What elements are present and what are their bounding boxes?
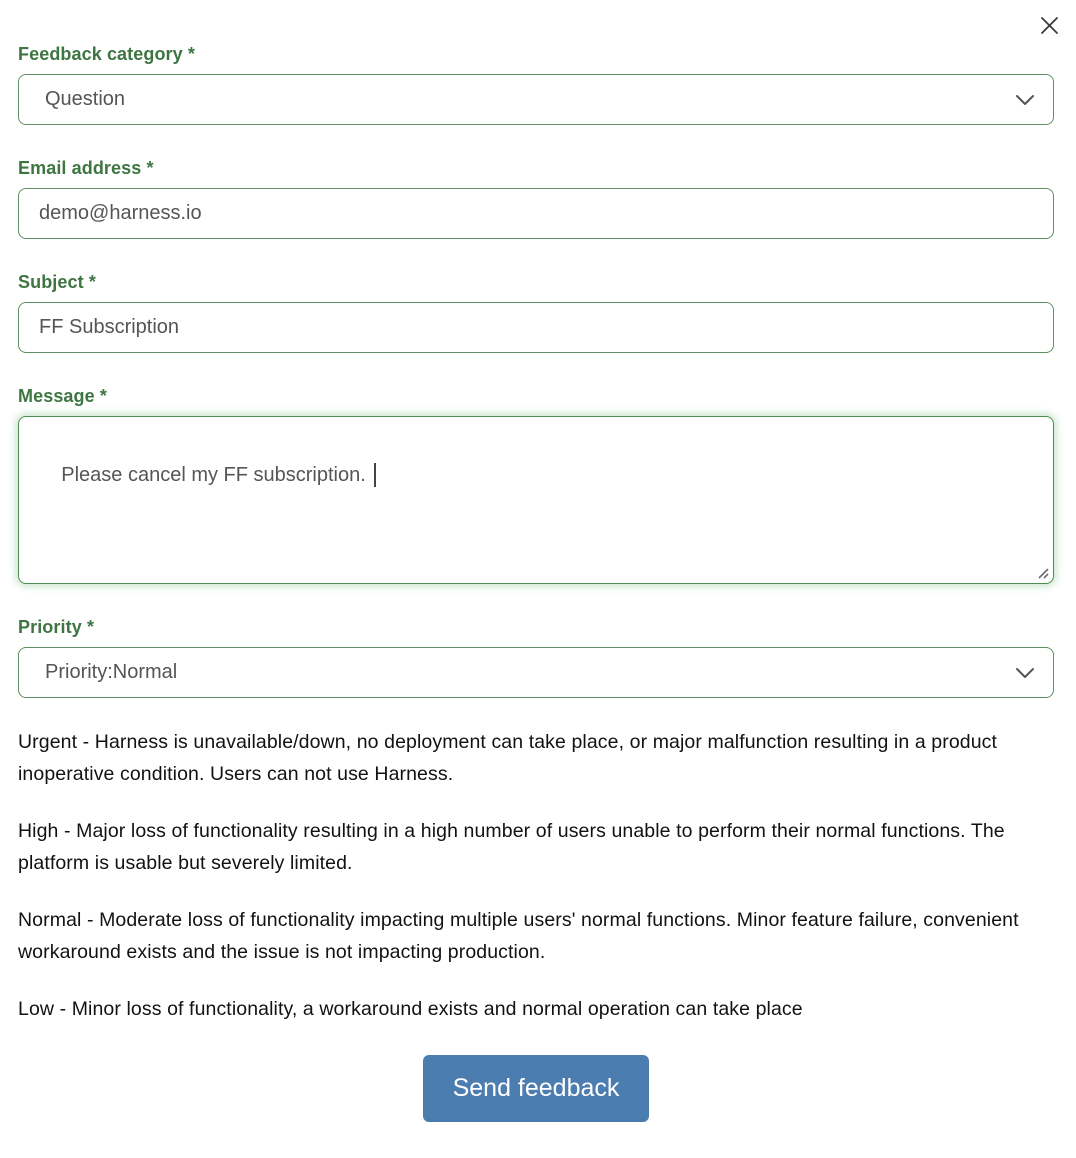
chevron-down-icon — [1015, 667, 1035, 679]
priority-help-high: High - Major loss of functionality resulting in a high number of users unable to perform their normal functions. The platform is usable but severely limited. — [18, 820, 1005, 874]
chevron-down-icon — [1015, 94, 1035, 106]
message-label — [18, 386, 1054, 407]
category-label-text: Feedback category — [18, 44, 183, 64]
required-asterisk: * — [86, 617, 95, 637]
button-row — [18, 1055, 1054, 1122]
subject-field[interactable] — [18, 302, 1054, 353]
email-label — [18, 158, 1054, 179]
message-label-text: Message — [18, 386, 95, 406]
close-x-glyph — [1040, 16, 1059, 35]
priority-select[interactable] — [18, 647, 1054, 698]
required-asterisk: * — [187, 44, 195, 64]
text-caret — [374, 463, 376, 487]
priority-label — [18, 617, 1054, 638]
category-select[interactable] — [18, 74, 1054, 125]
email-label-text: Email address — [18, 158, 142, 178]
subject-label — [18, 272, 1054, 293]
priority-help-low: Low - Minor loss of functionality, a workaround exists and normal operation can take place — [18, 998, 803, 1020]
close-icon[interactable] — [1038, 14, 1060, 36]
category-label — [18, 44, 1054, 65]
message-text: Please cancel my FF subscription. — [61, 464, 372, 486]
subject-label-text: Subject — [18, 272, 84, 292]
message-textarea[interactable] — [18, 416, 1054, 584]
priority-help-urgent: Urgent - Harness is unavailable/down, no deployment can take place, or major malfunction resulting in a product inoperative condition. Users can not use Harness. — [18, 731, 998, 785]
priority-help-normal: Normal - Moderate loss of functionality impacting multiple users' normal functions. Minor feature failure, convenient workaround exists and the issue is not impacting production. — [18, 909, 1019, 963]
resize-handle-icon[interactable] — [1036, 566, 1049, 579]
email-field[interactable] — [18, 188, 1054, 239]
priority-label-text: Priority — [18, 617, 82, 637]
required-asterisk: * — [99, 386, 107, 406]
category-select-value: Question — [45, 88, 126, 110]
required-asterisk: * — [88, 272, 96, 292]
send-feedback-button[interactable]: Send feedback — [423, 1055, 650, 1122]
priority-select-value: Priority:Normal — [45, 661, 178, 683]
required-asterisk: * — [146, 158, 154, 178]
